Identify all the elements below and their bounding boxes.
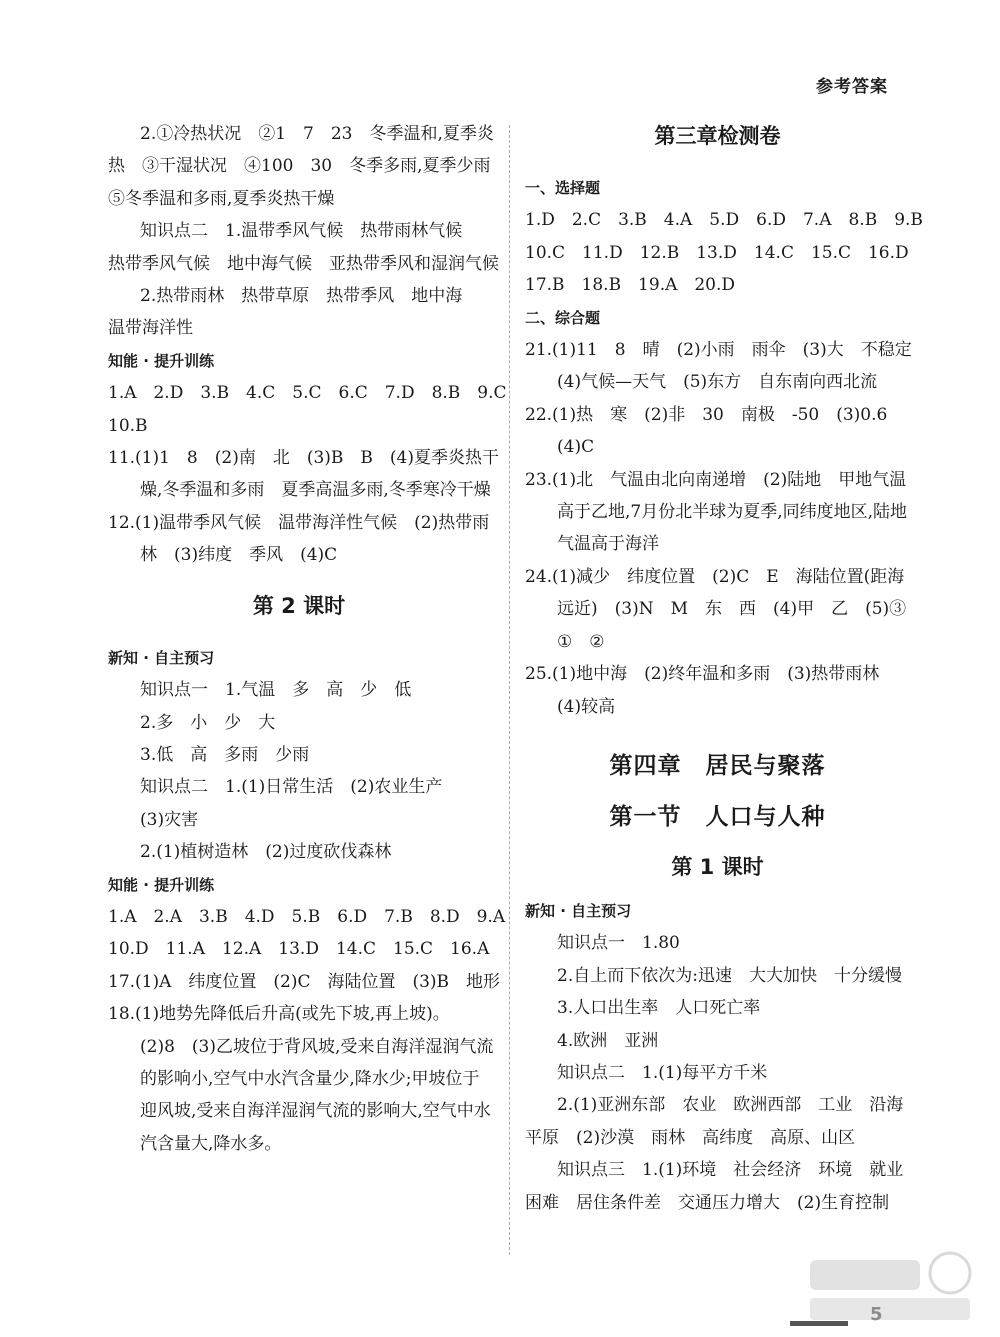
lesson-1-heading: 第 1 课时 — [671, 854, 764, 879]
chapter-4-heading: 第四章 居民与聚落 — [609, 751, 826, 779]
section-label: 新知 · 自主预习 — [108, 648, 215, 667]
answer-line: 2.(1)植树造林 (2)过度砍伐森林 — [140, 842, 392, 863]
answer-line: 10.B — [108, 415, 148, 436]
answer-line: 18.(1)地势先降低后升高(或先下坡,再上坡)。 — [108, 1004, 450, 1025]
column-divider — [509, 125, 510, 1255]
answer-line: 迎风坡,受来自海洋湿润气流的影响大,空气中水 — [140, 1101, 491, 1122]
answer-line: (4)气候—天气 (5)东方 自东南向西北流 — [557, 372, 878, 393]
answer-line: 知识点二 1.温带季风气候 热带雨林气候 — [140, 221, 463, 242]
answer-line: 2.(1)亚洲东部 农业 欧洲西部 工业 沿海 — [557, 1095, 904, 1116]
answer-line: 10.C 11.D 12.B 13.D 14.C 15.C 16.D — [525, 242, 909, 263]
section-label: 新知 · 自主预习 — [525, 901, 632, 920]
answer-line: (4)C — [557, 437, 595, 458]
answer-line: 气温高于海洋 — [557, 534, 659, 555]
answer-line: 12.(1)温带季风气候 温带海洋性气候 (2)热带雨 — [108, 512, 490, 533]
answer-line: 远近) (3)N M 东 西 (4)甲 乙 (5)③ — [557, 599, 907, 620]
answer-line: 温带海洋性 — [108, 318, 193, 339]
left-answer-block-2 — [108, 642, 506, 1161]
section-label: 知能 · 提升训练 — [108, 875, 215, 894]
answer-line: (3)灾害 — [140, 809, 199, 830]
section-label: 知能 · 提升训练 — [108, 351, 215, 370]
answer-line: 热带季风气候 地中海气候 亚热带季风和湿润气候 — [108, 253, 499, 274]
answer-line: 1.D 2.C 3.B 4.A 5.D 6.D 7.A 8.B 9.B — [525, 210, 923, 231]
answer-line: 2.自上而下依次为:迅速 大大加快 十分缓慢 — [557, 965, 902, 986]
answer-line: 的影响小,空气中水汽含量少,降水少;甲坡位于 — [140, 1068, 480, 1089]
answer-line: 汽含量大,降水多。 — [140, 1133, 282, 1154]
left-answer-block — [108, 118, 507, 572]
answer-line: 10.D 11.A 12.A 13.D 14.C 15.C 16.A — [108, 939, 490, 960]
answer-line: 24.(1)减少 纬度位置 (2)C E 海陆位置(距海 — [525, 566, 905, 587]
page-header-title: 参考答案 — [816, 77, 888, 97]
chapter-3-exam-heading: 第三章检测卷 — [654, 124, 781, 148]
answer-line: 林 (3)纬度 季风 (4)C — [140, 545, 338, 566]
right-answer-block — [525, 172, 923, 723]
answer-line: (2)8 (3)乙坡位于背风坡,受来自海洋湿润气流 — [140, 1036, 494, 1057]
answer-line: 热 ③干湿状况 ④100 30 冬季多雨,夏季少雨 — [108, 156, 491, 177]
answer-line: 知识点一 1.气温 多 高 少 低 — [140, 680, 412, 701]
answer-line: 燥,冬季温和多雨 夏季高温多雨,冬季寒冷干燥 — [140, 480, 491, 501]
answer-line: 1.A 2.A 3.B 4.D 5.B 6.D 7.B 8.D 9.A — [108, 906, 506, 927]
answer-line: 4.欧洲 亚洲 — [557, 1030, 659, 1051]
answer-line: ⑤冬季温和多雨,夏季炎热干燥 — [108, 188, 335, 209]
answer-line: 2.热带雨林 热带草原 热带季风 地中海 — [140, 286, 463, 307]
answer-line: 高于乙地,7月份北半球为夏季,同纬度地区,陆地 — [557, 502, 908, 523]
answer-line: 17.B 18.B 19.A 20.D — [525, 275, 736, 296]
answer-line: 知识点二 1.(1)每平方千米 — [557, 1062, 768, 1083]
answer-line: 知识点二 1.(1)日常生活 (2)农业生产 — [140, 777, 443, 798]
answer-line: 23.(1)北 气温由北向南递增 (2)陆地 甲地气温 — [525, 469, 907, 490]
answer-line: ① ② — [557, 631, 605, 652]
right-column — [525, 118, 923, 1219]
section-label: 二、综合题 — [525, 308, 601, 327]
answer-line: 困难 居住条件差 交通压力增大 (2)生育控制 — [525, 1192, 890, 1213]
right-answer-block-2 — [525, 895, 910, 1219]
answer-line: 知识点三 1.(1)环境 社会经济 环境 就业 — [557, 1160, 904, 1181]
answer-line: 11.(1)1 8 (2)南 北 (3)B B (4)夏季炎热干 — [108, 448, 499, 469]
answer-line: 平原 (2)沙漠 雨林 高纬度 高原、山区 — [525, 1127, 856, 1148]
answer-line: 3.低 高 多雨 少雨 — [140, 744, 310, 765]
lesson-2-heading: 第 2 课时 — [252, 593, 346, 618]
answer-line: 17.(1)A 纬度位置 (2)C 海陆位置 (3)B 地形 — [108, 971, 501, 992]
section-label: 一、选择题 — [525, 179, 601, 197]
answer-line: 1.A 2.D 3.B 4.C 5.C 6.C 7.D 8.B 9.C — [108, 383, 507, 404]
left-column — [108, 118, 507, 1160]
answer-line: 25.(1)地中海 (2)终年温和多雨 (3)热带雨林 — [525, 664, 880, 685]
answer-line: 21.(1)11 8 晴 (2)小雨 雨伞 (3)大 不稳定 — [525, 340, 912, 361]
answer-line: 2.①冷热状况 ②1 7 23 冬季温和,夏季炎 — [140, 124, 494, 144]
answer-line: 22.(1)热 寒 (2)非 30 南极 -50 (3)0.6 — [525, 404, 888, 425]
answer-line: 3.人口出生率 人口死亡率 — [557, 998, 761, 1019]
watermark-logo — [800, 1248, 980, 1328]
answer-line: 2.多 小 少 大 — [140, 712, 276, 733]
answer-line: (4)较高 — [557, 696, 616, 717]
section-1-heading: 第一节 人口与人种 — [609, 802, 826, 830]
answer-line: 知识点一 1.80 — [557, 933, 680, 954]
